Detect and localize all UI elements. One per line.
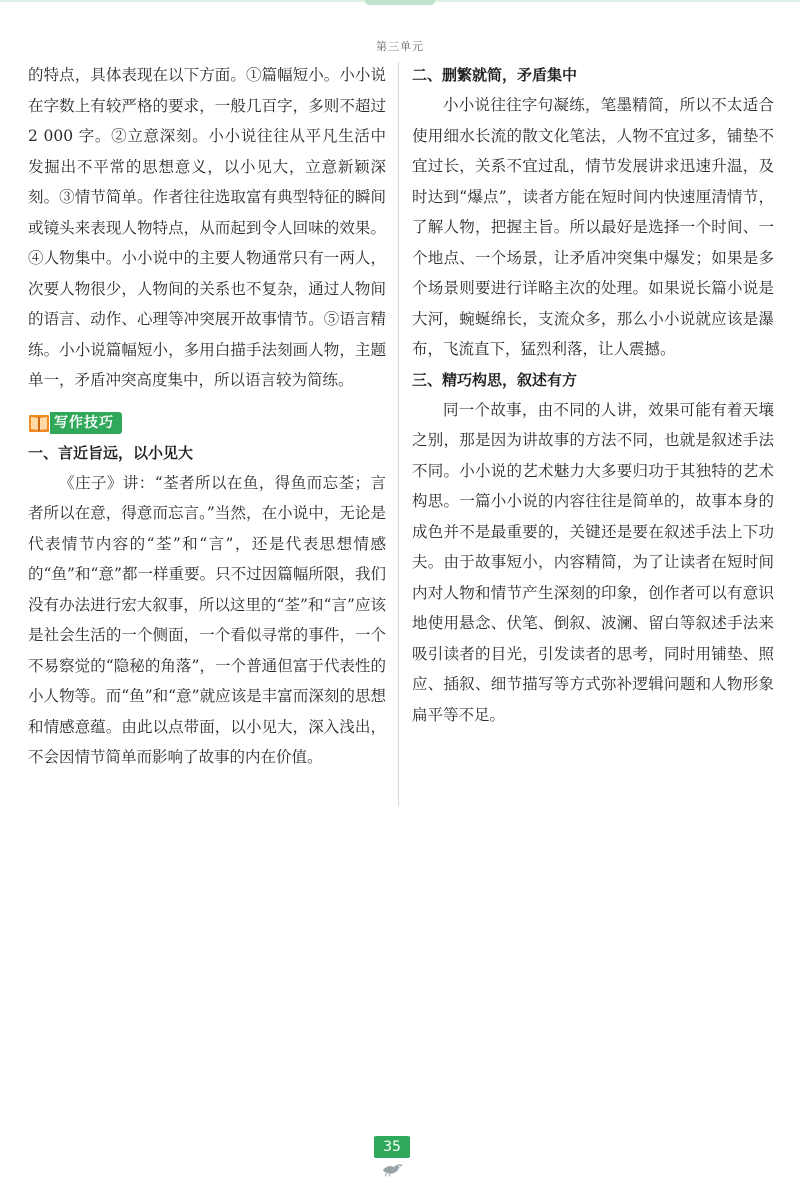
section-1-title: 一、言近旨远，以小见大: [28, 443, 194, 462]
left-paragraph-2: 《庄子》讲：“荃者所以在鱼，得鱼而忘荃；言者所以在意，得意而忘言。”当然，在小说中，无论是代表情节内容的“荃”和“言”，还是代表思想情感的“鱼”和“意”都一样重要。只不过因篇幅所限，我们没有办法进行宏大叙事，所以这里的“荃”和“言”应该是社会生活的一个侧面，一个看似寻常的事件，一个不易察觉的“隐秘的角落”，一个普通但富于代表性的小人物等。而“鱼”和“意”就应该是丰富而深刻的思想和情感意蕴。由此以点带面，以小见大，深入浅出，不会因情节简单而影响了故事的内在价值。: [28, 473, 386, 766]
page-number: 35: [374, 1136, 410, 1158]
header-accent-tab: [365, 0, 435, 5]
bird-icon: [380, 1161, 406, 1177]
open-book-icon: [28, 412, 50, 434]
right-paragraph-1: 小小说往往字句凝练，笔墨精简，所以不太适合使用细水长流的散文化笔法，人物不宜过多，铺垫不宜过长，关系不宜过乱，情节发展讲求迅速升温，及时达到“爆点”，读者方能在短时间内快速厘清情节，了解人物，把握主旨。所以最好是选择一个时间、一个地点、一个场景，让矛盾冲突集中爆发；如果是多个场景则要进行详略主次的处理。如果说长篇小说是大河，蜿蜒绵长，支流众多，那么小小说就应该是瀑布，飞流直下，猛烈利落，让人震撼。: [412, 96, 774, 358]
header-accent-bar: [0, 0, 800, 6]
banner-label: 写作技巧: [50, 412, 122, 434]
section-2-title: 二、删繁就简，矛盾集中: [412, 66, 578, 84]
section-banner: [28, 410, 386, 436]
column-divider: [398, 62, 399, 806]
section-3-title: 三、精巧构思，叙述有方: [412, 370, 578, 389]
right-column: [412, 60, 774, 730]
left-paragraph-1: 的特点，具体表现在以下方面。①篇幅短小。小小说在字数上有较严格的要求，一般几百字，多则不超过 2 000 字。②立意深刻。小小说往往从平凡生活中发掘出不平常的思想意义，以小见大，立意新颖深刻。③情节简单。作者往往选取富有典型特征的瞬间或镜头来表现人物特点，从而起到令人回味的效果。④人物集中。小小说中的主要人物通常只有一两人，次要人物很少，人物间的关系也不复杂，通过人物间的语言、动作、心理等冲突展开故事情节。⑤语言精练。小小说篇幅短小，多用白描手法刻画人物，主题单一，矛盾冲突高度集中，所以语言较为简练。: [28, 66, 386, 389]
right-paragraph-2: 同一个故事，由不同的人讲，效果可能有着天壤之别，那是因为讲故事的方法不同，也就是叙述手法不同。小小说的艺术魅力大多要归功于其独特的艺术构思。一篇小小说的内容往往是简单的，故事本身的成色并不是最重要的，关键还是要在叙述手法上下功夫。由于故事短小，内容精简，为了让读者在短时间内对人物和情节产生深刻的印象，创作者可以有意识地使用悬念、伏笔、倒叙、波澜、留白等叙述手法来吸引读者的目光，引发读者的思考，同时用铺垫、照应、插叙、细节描写等方式弥补逻辑问题和人物形象扁平等不足。: [412, 400, 774, 724]
left-column: [28, 60, 386, 773]
running-head: 第三单元: [376, 40, 424, 53]
